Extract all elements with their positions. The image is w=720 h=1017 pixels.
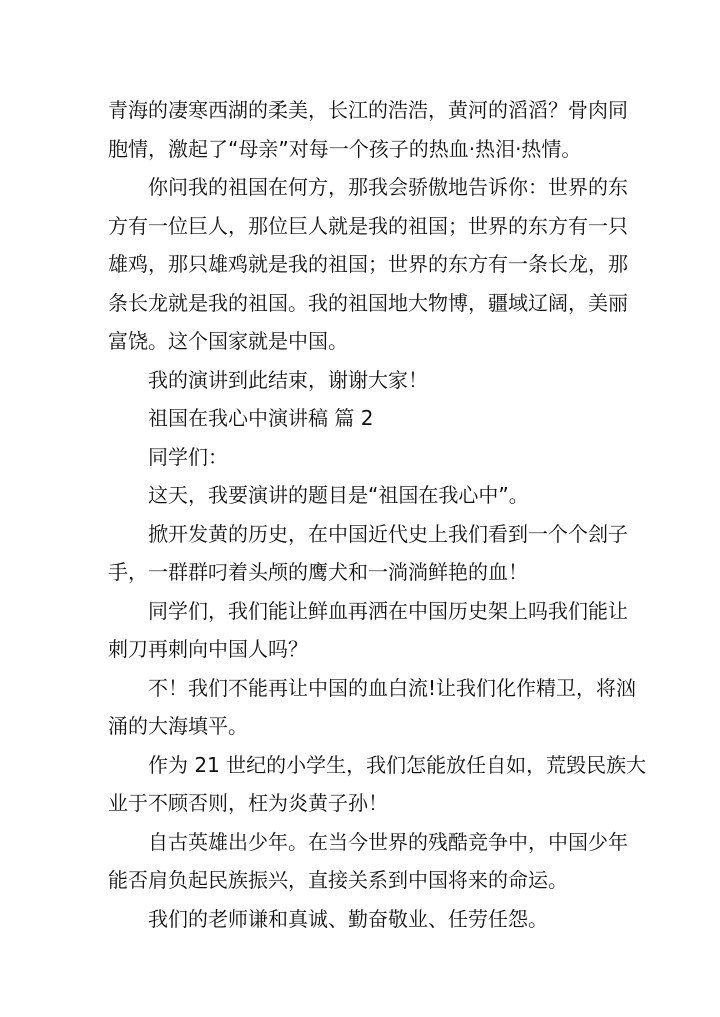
text-line: 方有一位巨人，那位巨人就是我的祖国；世界的东方有一只	[108, 213, 628, 238]
text-line: 自古英雄出少年。在当今世界的残酷竞争中，中国少年	[148, 829, 628, 854]
text-line: 能否肩负起民族振兴，直接关系到中国将来的命运。	[108, 868, 568, 892]
text-line: 同学们，我们能让鲜血再洒在中国历史架上吗我们能让	[148, 598, 628, 623]
text-line: 同学们：	[148, 444, 228, 469]
text-line: 手，一群群叼着头颅的鹰犬和一淌淌鲜艳的血！	[108, 560, 528, 584]
text-line: 你问我的祖国在何方，那我会骄傲地告诉你：世界的东	[148, 175, 628, 199]
document-body	[108, 91, 648, 938]
text-line: 富饶。这个国家就是中国。	[108, 329, 348, 353]
text-line: 祖国在我心中演讲稿 篇 2	[148, 406, 374, 430]
text-line: 我们的老师谦和真诚、勤奋敬业、任劳任怨。	[148, 906, 548, 931]
text-line: 雄鸡，那只雄鸡就是我的祖国；世界的东方有一条长龙，那	[108, 252, 628, 276]
text-line: 掀开发黄的历史，在中国近代史上我们看到一个个刽子	[148, 521, 628, 546]
text-line: 不！我们不能再让中国的血白流!让我们化作精卫，将汹	[148, 675, 637, 700]
text-line: 青海的凄寒西湖的柔美，长江的浩浩，黄河的滔滔？骨肉同	[108, 98, 628, 122]
text-line: 这天，我要演讲的题目是“祖国在我心中”。	[148, 483, 529, 507]
text-line: 涌的大海填平。	[108, 714, 248, 738]
text-line: 业于不顾否则，枉为炎黄子孙！	[108, 791, 388, 815]
text-line: 作为 21 世纪的小学生，我们怎能放任自如，荒毁民族大	[148, 752, 647, 777]
text-line: 我的演讲到此结束，谢谢大家！	[148, 367, 428, 392]
text-line: 条长龙就是我的祖国。我的祖国地大物博，疆域辽阔，美丽	[108, 290, 628, 315]
text-line: 刺刀再刺向中国人吗？	[108, 637, 308, 661]
text-line: 胞情，激起了“母亲”对每一个孩子的热血·热泪·热情。	[108, 136, 582, 161]
